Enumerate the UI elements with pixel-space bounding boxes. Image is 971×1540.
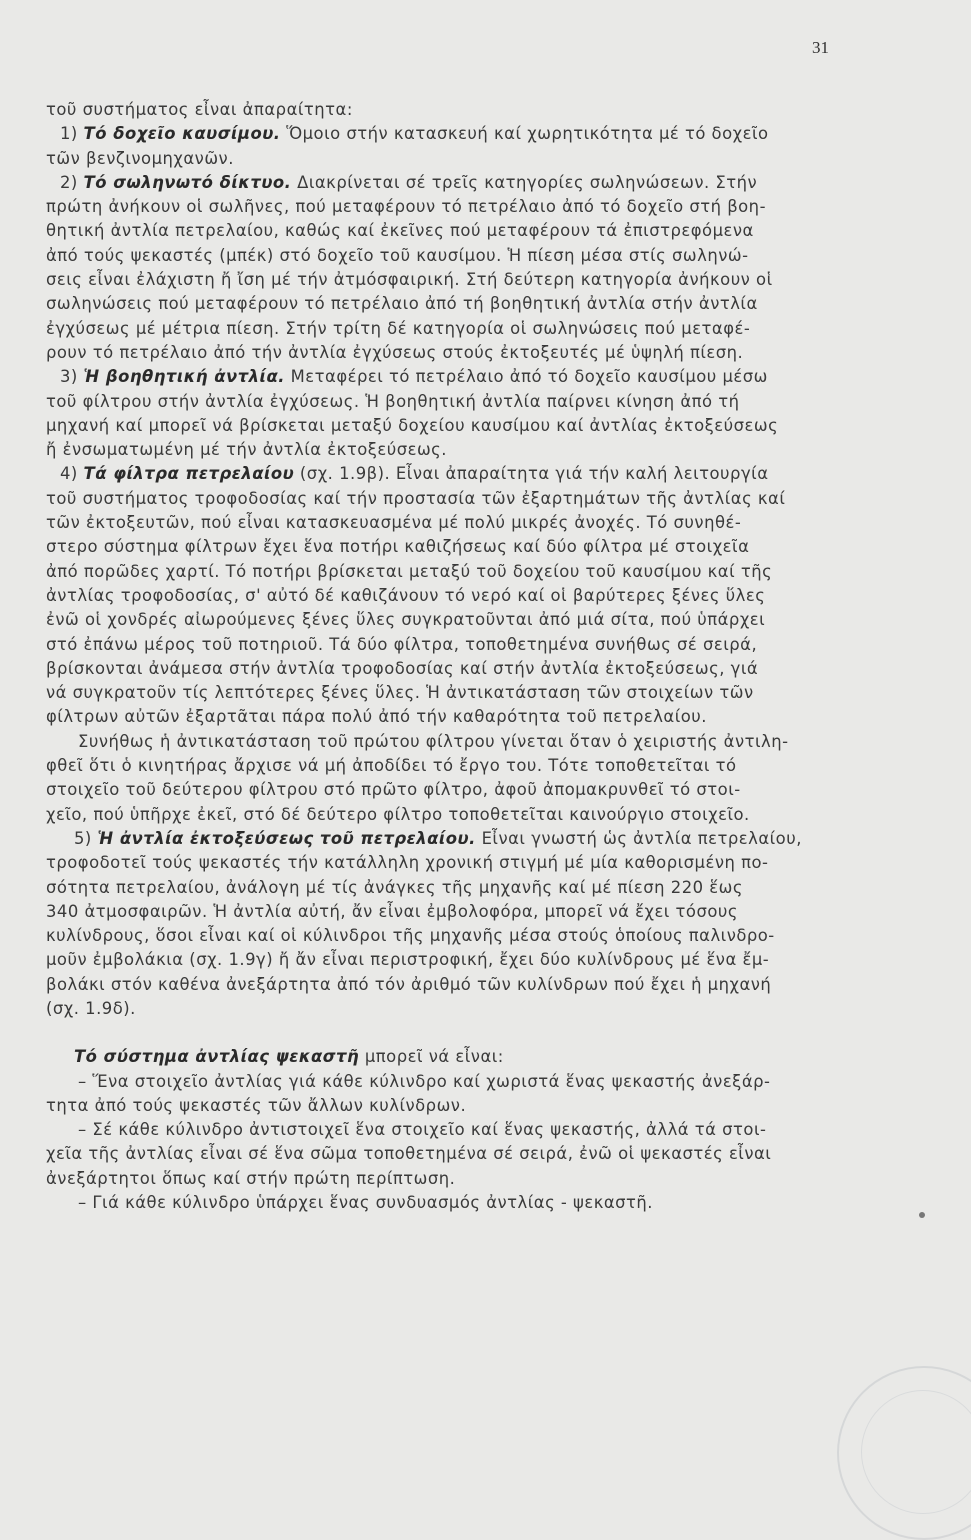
line-text: χεῖα τῆς ἀντλίας εἶναι σέ ἕνα σῶμα τοποθετημένα σέ σειρά, ἐνῶ οἱ ψεκαστές εἶναι xyxy=(46,1144,772,1164)
text-line xyxy=(46,900,866,924)
line-text: μοῦν ἐμβολάκια (σχ. 1.9γ) ἤ ἄν εἶναι περιστροφική, ἔχει δύο κυλίνδρους μέ ἕνα ἔμ- xyxy=(46,950,770,970)
item-heading: Τό δοχεῖο καυσίμου. xyxy=(83,124,281,144)
line-text: ἀντλίας τροφοδοσίας, σ' αὐτό δέ καθιζάνουν τό νερό καί οἱ βαρύτερες ξένες ὕλες xyxy=(46,585,766,605)
text-line xyxy=(46,948,866,972)
speck xyxy=(919,1212,925,1218)
item-heading: Ἡ βοηθητική ἀντλία. xyxy=(83,367,285,387)
line-text: θητική ἀντλία πετρελαίου, καθώς καί ἐκεῖνες πού μεταφέρουν τά ἐπιστρεφόμενα xyxy=(46,221,754,241)
text-line xyxy=(46,195,866,219)
text-line xyxy=(46,535,866,559)
text-line xyxy=(46,244,866,268)
text-line xyxy=(46,973,866,997)
line-text: μηχανή καί μπορεῖ νά βρίσκεται μεταξύ δοχείου καυσίμου καί ἀντλίας ἐκτοξεύσεως xyxy=(46,415,779,435)
text-line xyxy=(46,827,866,851)
line-text: χεῖο, πού ὑπῆρχε ἐκεῖ, στό δέ δεύτερο φίλτρο τοποθετεῖται καινούργιο στοιχεῖο. xyxy=(46,804,750,824)
text-line xyxy=(46,487,866,511)
line-text: – Σέ κάθε κύλινδρο ἀντιστοιχεῖ ἕνα στοιχεῖο καί ἕνας ψεκαστής, ἀλλά τά στοι- xyxy=(78,1120,767,1140)
text-line xyxy=(46,657,866,681)
item-heading: Τό σωληνωτό δίκτυο. xyxy=(83,172,292,192)
line-text: κυλίνδρους, ὅσοι εἶναι καί οἱ κύλινδροι τῆς μηχανῆς μέσα στούς ὁποίους παλινδρο- xyxy=(46,926,775,946)
item-number: 3) xyxy=(60,367,84,387)
text-line xyxy=(46,341,866,365)
text-line xyxy=(46,1191,866,1215)
text-line xyxy=(46,1118,866,1142)
line-text: Εἶναι γνωστή ὡς ἀντλία πετρελαίου, xyxy=(475,828,802,848)
text-line xyxy=(46,1070,866,1094)
line-text: ἀνεξάρτητοι ὅπως καί στήν πρώτη περίπτωση. xyxy=(46,1168,456,1188)
item-number: 5) xyxy=(74,828,98,848)
text-line xyxy=(46,754,866,778)
line-text: τῶν βενζινομηχανῶν. xyxy=(46,148,234,168)
line-text: σότητα πετρελαίου, ἀνάλογη μέ τίς ἀνάγκες τῆς μηχανῆς καί μέ πίεση 220 ἕως xyxy=(46,877,743,897)
paragraph-gap xyxy=(46,1021,866,1045)
line-text: τῶν ἐκτοξευτῶν, πού εἶναι κατασκευασμένα μέ πολύ μικρές ἀνοχές. Τό συνηθέ- xyxy=(46,513,742,533)
text-line xyxy=(46,1045,866,1069)
text-line xyxy=(46,705,866,729)
item-number: 4) xyxy=(60,464,84,484)
line-text: Διακρίνεται σέ τρεῖς κατηγορίες σωληνώσεων. Στήν xyxy=(291,172,758,192)
text-line xyxy=(46,292,866,316)
line-text: στοιχεῖο τοῦ δεύτερου φίλτρου στό πρῶτο φίλτρο, ἀφοῦ ἀπομακρυνθεῖ τό στοι- xyxy=(46,780,741,800)
text-line xyxy=(46,681,866,705)
text-line xyxy=(46,851,866,875)
line-text: 340 ἀτμοσφαιρῶν. Ἡ ἀντλία αὐτή, ἄν εἶναι ἐμβολοφόρα, μπορεῖ νά ἔχει τόσους xyxy=(46,901,738,921)
line-text: σεις εἶναι ἐλάχιστη ἤ ἴση μέ τήν ἀτμόσφαιρική. Στή δεύτερη κατηγορία ἀνήκουν οἱ xyxy=(46,270,773,290)
text-line xyxy=(46,1142,866,1166)
text-line xyxy=(46,876,866,900)
line-text: ἀπό πορῶδες χαρτί. Τό ποτήρι βρίσκεται μεταξύ τοῦ δοχείου τοῦ καυσίμου καί τῆς xyxy=(46,561,773,581)
line-text: φθεῖ ὅτι ὁ κινητήρας ἄρχισε νά μή ἀποδίδει τό ἔργο του. Τότε τοποθετεῖται τό xyxy=(46,756,737,776)
text-line xyxy=(46,171,866,195)
text-line xyxy=(46,778,866,802)
text-line xyxy=(46,511,866,535)
line-text: σωληνώσεις πού μεταφέρουν τό πετρέλαιο ἀπό τή βοηθητική ἀντλία στήν ἀντλία xyxy=(46,294,758,314)
line-text: Μεταφέρει τό πετρέλαιο ἀπό τό δοχεῖο καυσίμου μέσω xyxy=(284,367,768,387)
text-line xyxy=(46,414,866,438)
text-line xyxy=(46,730,866,754)
line-text: βολάκι στόν καθένα ἀνεξάρτητα ἀπό τόν ἀριθμό τῶν κυλίνδρων πού ἔχει ἡ μηχανή xyxy=(46,974,772,994)
body-text xyxy=(46,98,866,1215)
text-line xyxy=(46,608,866,632)
line-text: (σχ. 1.9β). Εἶναι ἀπαραίτητα γιά τήν καλή λειτουργία xyxy=(294,464,769,484)
text-line xyxy=(46,1094,866,1118)
item-heading: Τά φίλτρα πετρελαίου xyxy=(83,464,295,484)
text-line xyxy=(46,633,866,657)
line-text: τητα ἀπό τούς ψεκαστές τῶν ἄλλων κυλίνδρων. xyxy=(46,1095,467,1115)
line-text: στό ἐπάνω μέρος τοῦ ποτηριοῦ. Τά δύο φίλτρα, τοποθετημένα συνήθως σέ σειρά, xyxy=(46,634,758,654)
line-text: (σχ. 1.9δ). xyxy=(46,998,136,1018)
line-text: ἀπό τούς ψεκαστές (μπέκ) στό δοχεῖο τοῦ καυσίμου. Ἡ πίεση μέσα στίς σωληνώ- xyxy=(46,245,749,265)
line-text: ἤ ἐνσωματωμένη μέ τήν ἀντλία ἐκτοξεύσεως. xyxy=(46,440,448,460)
text-line xyxy=(46,147,866,171)
text-line xyxy=(46,438,866,462)
text-line xyxy=(46,317,866,341)
line-text: τοῦ συστήματος εἶναι ἀπαραίτητα: xyxy=(46,100,353,119)
line-text: τοῦ συστήματος τροφοδοσίας καί τήν προστασία τῶν ἐξαρτημάτων τῆς ἀντλίας καί xyxy=(46,488,786,508)
line-text: – Γιά κάθε κύλινδρο ὑπάρχει ἕνας συνδυασμός ἀντλίας - ψεκαστῆ. xyxy=(78,1193,654,1213)
item-number: 1) xyxy=(60,124,84,144)
text-line xyxy=(46,924,866,948)
text-line xyxy=(46,462,866,486)
text-line xyxy=(46,1167,866,1191)
text-line xyxy=(46,98,866,122)
line-text: Ὅμοιο στήν κατασκευή καί χωρητικότητα μέ τό δοχεῖο xyxy=(280,124,769,144)
line-text: ἐνῶ οἱ χονδρές αἰωρούμενες ξένες ὕλες συγκρατοῦνται ἀπό μιά σίτα, πού ὑπάρχει xyxy=(46,610,766,630)
line-text: πρώτη ἀνήκουν οἱ σωλῆνες, πού μεταφέρουν τό πετρέλαιο ἀπό τό δοχεῖο στή βοη- xyxy=(46,197,766,217)
line-text: βρίσκονται ἀνάμεσα στήν ἀντλία τροφοδοσίας καί στήν ἀντλία ἐκτοξεύσεως, γιά xyxy=(46,658,759,678)
text-line xyxy=(46,219,866,243)
line-text: ρουν τό πετρέλαιο ἀπό τήν ἀντλία ἐγχύσεως στούς ἐκτοξευτές μέ ὑψηλή πίεση. xyxy=(46,342,744,362)
line-text: ἐγχύσεως μέ μέτρια πίεση. Στήν τρίτη δέ κατηγορία οἱ σωληνώσεις πού μεταφέ- xyxy=(46,318,751,338)
text-line xyxy=(46,584,866,608)
item-heading: Ἡ ἀντλία ἐκτοξεύσεως τοῦ πετρελαίου. xyxy=(97,828,476,848)
line-text: φίλτρων αὐτῶν ἐξαρτᾶται πάρα πολύ ἀπό τήν καθαρότητα τοῦ πετρελαίου. xyxy=(46,707,707,727)
text-line xyxy=(46,365,866,389)
text-line xyxy=(46,122,866,146)
line-text: τοῦ φίλτρου στήν ἀντλία ἐγχύσεως. Ἡ βοηθητική ἀντλία παίρνει κίνηση ἀπό τή xyxy=(46,391,740,411)
item-number: 2) xyxy=(60,172,84,192)
text-line xyxy=(46,997,866,1021)
line-text: Συνήθως ἡ ἀντικατάσταση τοῦ πρώτου φίλτρου γίνεται ὅταν ὁ χειριστής ἀντιλη- xyxy=(78,731,789,751)
item-heading: Τό σύστημα ἀντλίας ψεκαστῆ xyxy=(74,1047,360,1067)
line-text: τροφοδοτεῖ τούς ψεκαστές τήν κατάλληλη χρονική στιγμή μέ μία καθορισμένη πο- xyxy=(46,853,769,873)
line-text: – Ἕνα στοιχεῖο ἀντλίας γιά κάθε κύλινδρο καί χωριστά ἕνας ψεκαστής ἀνεξάρ- xyxy=(78,1071,771,1091)
library-stamp xyxy=(837,1366,971,1540)
line-text: μπορεῖ νά εἶναι: xyxy=(359,1047,504,1067)
text-line xyxy=(46,560,866,584)
line-text: στερο σύστημα φίλτρων ἔχει ἕνα ποτήρι καθιζήσεως καί δύο φίλτρα μέ στοιχεῖα xyxy=(46,537,750,557)
text-line xyxy=(46,390,866,414)
text-line xyxy=(46,268,866,292)
line-text: νά συγκρατοῦν τίς λεπτότερες ξένες ὕλες. Ἡ ἀντικατάσταση τῶν στοιχείων τῶν xyxy=(46,683,754,703)
text-line xyxy=(46,803,866,827)
page-number: 31 xyxy=(812,38,829,57)
